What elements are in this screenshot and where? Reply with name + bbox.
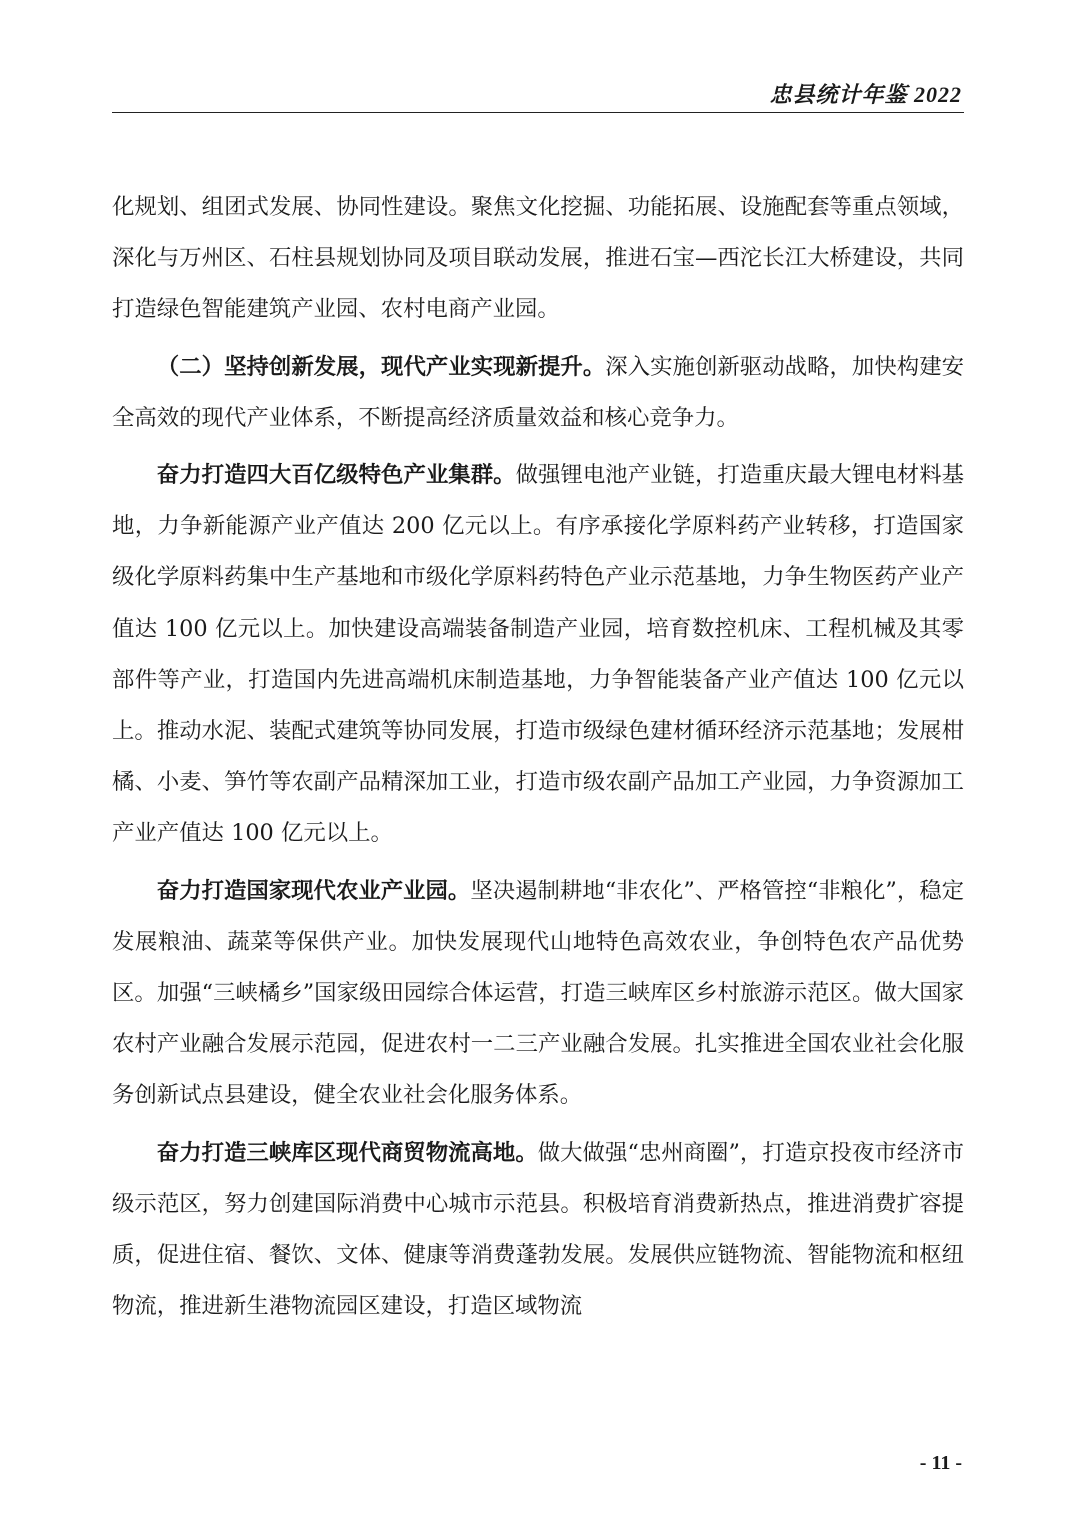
paragraph-lead: 奋力打造四大百亿级特色产业集群。 [156,462,516,489]
paragraph-lead: 奋力打造国家现代农业产业园。 [156,877,471,904]
body-text [112,182,964,1338]
paragraph-lead: （二）坚持创新发展，现代产业实现新提升。 [156,353,606,380]
header-rule [112,112,964,113]
page-number: - 11 - [919,1452,962,1474]
paragraph-text: 坚决遏制耕地“非农化”、严格管控“非粮化”，稳定发展粮油、蔬菜等保供产业。加快发展现代山地特色高效农业，争创特色农产品优势区。加强“三峡橘乡”国家级田园综合体运营，打造三峡库区乡村旅游示范区。做大国家农村产业融合发展示范园，促进农村一二三产业融合发展。扎实推进全国农业社会化服务创新试点县建设，健全农业社会化服务体系。 [112,877,965,1109]
running-header-title: 忠县统计年鉴 2022 [769,82,962,107]
paragraph-text: 做强锂电池产业链，打造重庆最大锂电材料基地，力争新能源产业产值达 200 亿元以上。有序承接化学原料药产业转移，打造国家级化学原料药集中生产基地和市级化学原料药特色产业示范基地，力争生物医药产业产值达 100 亿元以上。加快建设高端装备制造产业园，培育数控机床、工程机械及其零部件等产业，打造国内先进高端机床制造基地，力争智能装备产业产值达 100 亿元以上。推动水泥、装配式建筑等协同发展，打造市级绿色建材循环经济示范基地；发展柑橘、小麦、笋竹等农副产品精深加工业，打造市级农副产品加工产业园，力争资源加工产业产值达 100 亿元以上。 [112,462,965,847]
paragraph-industry-clusters [112,450,964,860]
paragraph-text: 化规划、组团式发展、协同性建设。聚焦文化挖掘、功能拓展、设施配套等重点领域，深化与万州区、石柱县规划协同及项目联动发展，推进石宝—西沱长江大桥建设，共同打造绿色智能建筑产业园、农村电商产业园。 [112,194,964,323]
paragraph-continuation [112,182,964,336]
paragraph-agriculture-park [112,866,964,1122]
paragraph-commerce-logistics [112,1128,964,1333]
paragraph-lead: 奋力打造三峡库区现代商贸物流高地。 [156,1139,538,1166]
paragraph-text: 做大做强“忠州商圈”，打造京投夜市经济市级示范区，努力创建国际消费中心城市示范县。积极培育消费新热点，推进消费扩容提质，促进住宿、餐饮、文体、健康等消费蓬勃发展。发展供应链物流、智能物流和枢纽物流，推进新生港物流园区建设，打造区域物流 [112,1139,964,1320]
paragraph-innovation [112,342,964,444]
paragraph-text: 深入实施创新驱动战略，加快构建安全高效的现代产业体系，不断提高经济质量效益和核心竞争力。 [112,353,965,431]
